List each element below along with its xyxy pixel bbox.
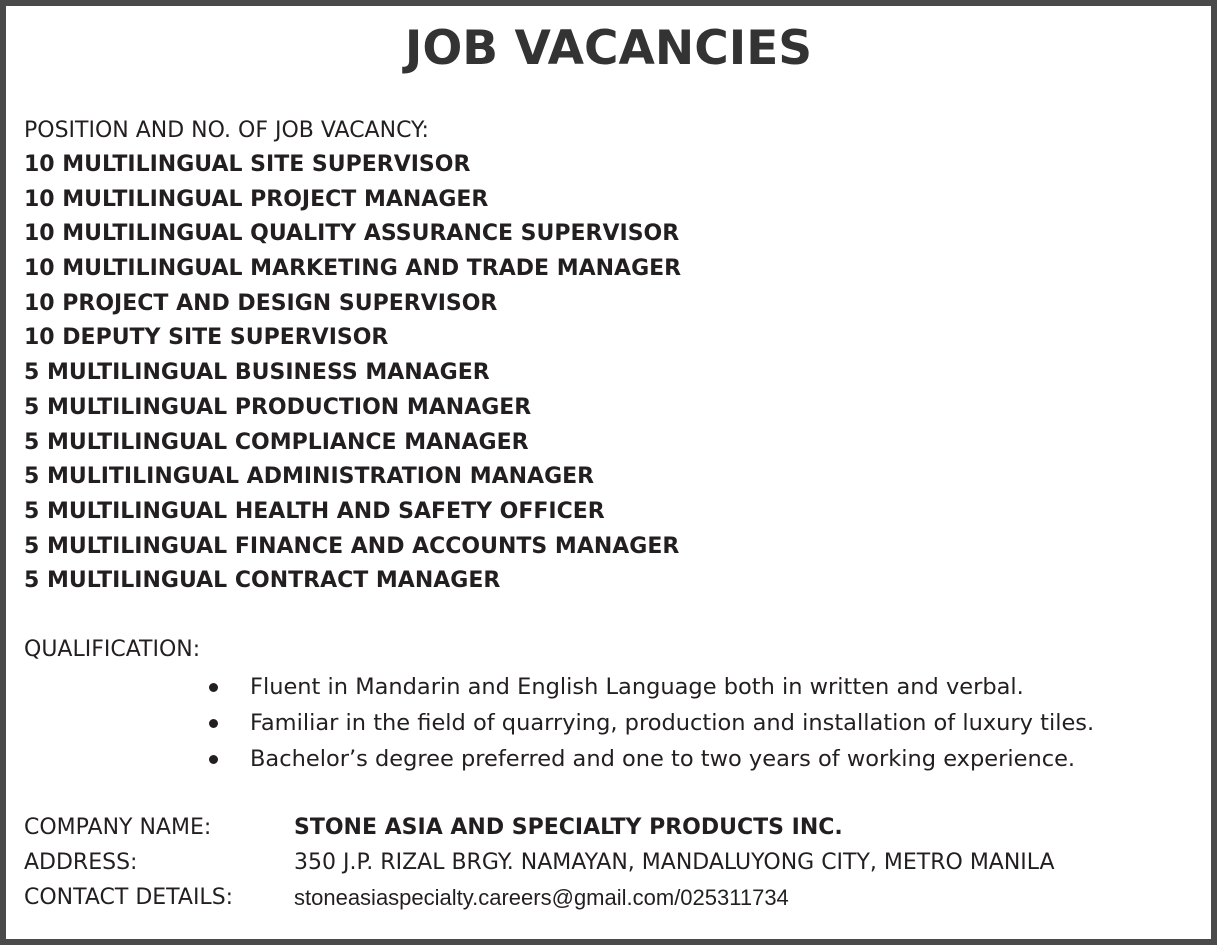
position-item: 10 MULTILINGUAL QUALITY ASSURANCE SUPERVISOR [24, 221, 680, 247]
company-name-value: STONE ASIA AND SPECIALTY PRODUCTS INC. [294, 815, 843, 840]
qualification-text: Fluent in Mandarin and English Language both in written and verbal. [250, 674, 1024, 700]
positions-header: POSITION AND NO. OF JOB VACANCY: [24, 118, 429, 143]
position-item: 10 DEPUTY SITE SUPERVISOR [24, 325, 389, 351]
position-item: 5 MULTILINGUAL CONTRACT MANAGER [24, 568, 501, 594]
position-item: 5 MULTILINGUAL HEALTH AND SAFETY OFFICER [24, 498, 605, 524]
bullet-icon [209, 755, 218, 764]
position-item: 10 MULTILINGUAL PROJECT MANAGER [24, 186, 489, 212]
bullet-icon [209, 719, 218, 728]
position-item: 5 MULTILINGUAL COMPLIANCE MANAGER [24, 429, 529, 455]
position-item: 5 MULTILINGUAL FINANCE AND ACCOUNTS MANAGER [24, 533, 680, 559]
contact-label: CONTACT DETAILS: [24, 885, 234, 910]
company-name-label: COMPANY NAME: [24, 815, 212, 840]
qualifications-list [203, 669, 1094, 777]
page-title: JOB VACANCIES [404, 21, 813, 76]
qualification-header: QUALIFICATION: [24, 637, 201, 662]
address-value: 350 J.P. RIZAL BRGY. NAMAYAN, MANDALUYONG CITY, METRO MANILA [294, 850, 1055, 875]
contact-value: stoneasiaspecialty.careers@gmail.com/025311734 [294, 885, 789, 910]
bullet-icon [209, 683, 218, 692]
position-item: 5 MULTILINGUAL BUSINESS MANAGER [24, 360, 490, 386]
qualification-item [203, 669, 1094, 705]
positions-list [24, 148, 681, 599]
position-item: 10 MULTILINGUAL SITE SUPERVISOR [24, 152, 471, 177]
qualification-text: Bachelor’s degree preferred and one to two years of working experience. [250, 746, 1076, 772]
qualification-item [203, 705, 1094, 741]
address-label: ADDRESS: [24, 850, 138, 875]
position-item: 5 MULTILINGUAL PRODUCTION MANAGER [24, 394, 532, 420]
position-item: 10 MULTILINGUAL MARKETING AND TRADE MANAGER [24, 256, 682, 282]
position-item: 5 MULITILINGUAL ADMINISTRATION MANAGER [24, 464, 595, 490]
qualification-item [203, 741, 1094, 777]
qualification-text: Familiar in the field of quarrying, production and installation of luxury tiles. [250, 710, 1095, 736]
position-item: 10 PROJECT AND DESIGN SUPERVISOR [24, 290, 498, 316]
